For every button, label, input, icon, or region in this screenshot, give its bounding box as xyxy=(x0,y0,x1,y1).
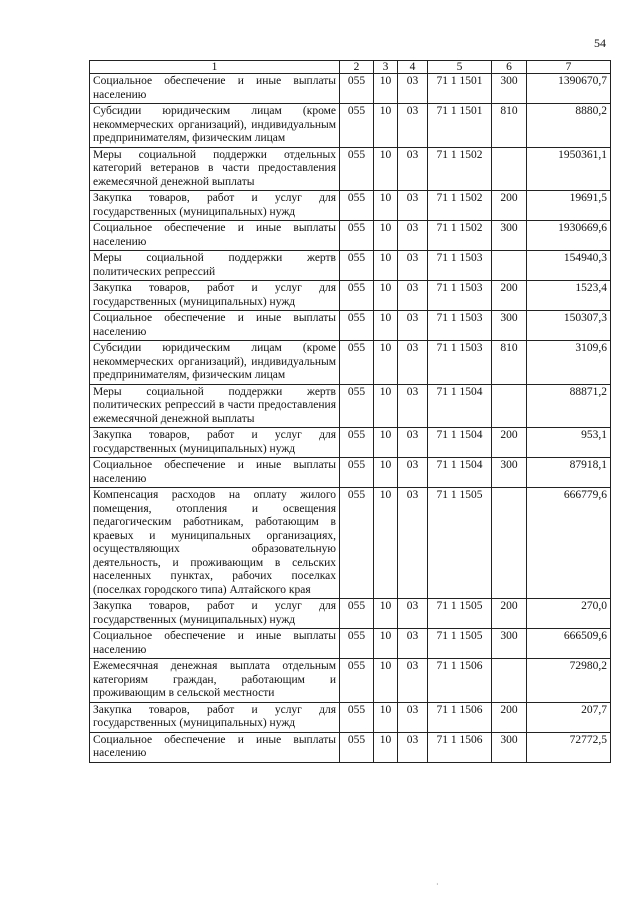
section-code: 10 xyxy=(374,221,398,251)
amount-value: 88871,2 xyxy=(527,384,611,428)
subsection-code: 03 xyxy=(398,488,428,599)
column-header: 3 xyxy=(374,61,398,74)
table-header-row xyxy=(90,61,611,74)
target-item-code: 71 1 1503 xyxy=(428,281,492,311)
amount-value: 3109,6 xyxy=(527,341,611,385)
subsection-code: 03 xyxy=(398,147,428,191)
target-item-code: 71 1 1501 xyxy=(428,104,492,148)
row-description: Закупка товаров, работ и услуг для государственных (муниципальных) нужд xyxy=(90,599,340,629)
row-description: Ежемесячная денежная выплата отдельным категориям граждан, работающим и проживающим в сельской местности xyxy=(90,659,340,703)
ministry-code: 055 xyxy=(340,458,374,488)
table-row xyxy=(90,428,611,458)
column-header: 7 xyxy=(527,61,611,74)
subsection-code: 03 xyxy=(398,629,428,659)
column-header: 6 xyxy=(492,61,527,74)
budget-table xyxy=(89,60,611,763)
table-row xyxy=(90,281,611,311)
ministry-code: 055 xyxy=(340,702,374,732)
subsection-code: 03 xyxy=(398,281,428,311)
expense-type-code: 300 xyxy=(492,732,527,762)
target-item-code: 71 1 1502 xyxy=(428,221,492,251)
ministry-code: 055 xyxy=(340,659,374,703)
section-code: 10 xyxy=(374,488,398,599)
expense-type-code xyxy=(492,488,527,599)
scan-mark: · xyxy=(436,880,439,889)
table-row xyxy=(90,488,611,599)
ministry-code: 055 xyxy=(340,341,374,385)
section-code: 10 xyxy=(374,74,398,104)
target-item-code: 71 1 1505 xyxy=(428,599,492,629)
expense-type-code: 300 xyxy=(492,74,527,104)
ministry-code: 055 xyxy=(340,428,374,458)
amount-value: 87918,1 xyxy=(527,458,611,488)
expense-type-code: 300 xyxy=(492,458,527,488)
row-description: Меры социальной поддержки отдельных категорий ветеранов в части предоставления ежемесячной денежной выплаты xyxy=(90,147,340,191)
subsection-code: 03 xyxy=(398,428,428,458)
ministry-code: 055 xyxy=(340,384,374,428)
table-row xyxy=(90,629,611,659)
section-code: 10 xyxy=(374,104,398,148)
ministry-code: 055 xyxy=(340,221,374,251)
ministry-code: 055 xyxy=(340,599,374,629)
subsection-code: 03 xyxy=(398,221,428,251)
row-description: Меры социальной поддержки жертв политических репрессий xyxy=(90,251,340,281)
amount-value: 270,0 xyxy=(527,599,611,629)
ministry-code: 055 xyxy=(340,251,374,281)
row-description: Субсидии юридическим лицам (кроме некоммерческих организаций), индивидуальным предпринимателям, физическим лицам xyxy=(90,104,340,148)
section-code: 10 xyxy=(374,147,398,191)
ministry-code: 055 xyxy=(340,281,374,311)
amount-value: 19691,5 xyxy=(527,191,611,221)
ministry-code: 055 xyxy=(340,311,374,341)
target-item-code: 71 1 1504 xyxy=(428,458,492,488)
amount-value: 154940,3 xyxy=(527,251,611,281)
expense-type-code: 300 xyxy=(492,629,527,659)
table-row xyxy=(90,221,611,251)
subsection-code: 03 xyxy=(398,191,428,221)
table-row xyxy=(90,384,611,428)
ministry-code: 055 xyxy=(340,488,374,599)
subsection-code: 03 xyxy=(398,384,428,428)
amount-value: 8880,2 xyxy=(527,104,611,148)
ministry-code: 055 xyxy=(340,147,374,191)
table-row xyxy=(90,341,611,385)
subsection-code: 03 xyxy=(398,458,428,488)
expense-type-code: 300 xyxy=(492,311,527,341)
row-description: Меры социальной поддержки жертв политических репрессий в части предоставления ежемесячной денежной выплаты xyxy=(90,384,340,428)
ministry-code: 055 xyxy=(340,74,374,104)
section-code: 10 xyxy=(374,428,398,458)
amount-value: 72980,2 xyxy=(527,659,611,703)
table-row xyxy=(90,659,611,703)
section-code: 10 xyxy=(374,191,398,221)
table-row xyxy=(90,732,611,762)
section-code: 10 xyxy=(374,281,398,311)
table-row xyxy=(90,311,611,341)
column-header: 1 xyxy=(90,61,340,74)
target-item-code: 71 1 1503 xyxy=(428,341,492,385)
table-row xyxy=(90,599,611,629)
target-item-code: 71 1 1506 xyxy=(428,732,492,762)
target-item-code: 71 1 1502 xyxy=(428,147,492,191)
target-item-code: 71 1 1501 xyxy=(428,74,492,104)
subsection-code: 03 xyxy=(398,659,428,703)
subsection-code: 03 xyxy=(398,341,428,385)
target-item-code: 71 1 1502 xyxy=(428,191,492,221)
row-description: Закупка товаров, работ и услуг для государственных (муниципальных) нужд xyxy=(90,702,340,732)
table-row xyxy=(90,74,611,104)
row-description: Социальное обеспечение и иные выплаты населению xyxy=(90,629,340,659)
amount-value: 207,7 xyxy=(527,702,611,732)
target-item-code: 71 1 1504 xyxy=(428,428,492,458)
section-code: 10 xyxy=(374,732,398,762)
section-code: 10 xyxy=(374,384,398,428)
amount-value: 666779,6 xyxy=(527,488,611,599)
table-row xyxy=(90,191,611,221)
expense-type-code: 300 xyxy=(492,221,527,251)
target-item-code: 71 1 1503 xyxy=(428,251,492,281)
amount-value: 150307,3 xyxy=(527,311,611,341)
expense-type-code: 200 xyxy=(492,281,527,311)
section-code: 10 xyxy=(374,599,398,629)
target-item-code: 71 1 1505 xyxy=(428,488,492,599)
subsection-code: 03 xyxy=(398,732,428,762)
target-item-code: 71 1 1506 xyxy=(428,702,492,732)
row-description: Закупка товаров, работ и услуг для государственных (муниципальных) нужд xyxy=(90,428,340,458)
amount-value: 1950361,1 xyxy=(527,147,611,191)
row-description: Социальное обеспечение и иные выплаты населению xyxy=(90,311,340,341)
expense-type-code: 200 xyxy=(492,702,527,732)
amount-value: 953,1 xyxy=(527,428,611,458)
amount-value: 1523,4 xyxy=(527,281,611,311)
expense-type-code: 200 xyxy=(492,191,527,221)
row-description: Социальное обеспечение и иные выплаты населению xyxy=(90,458,340,488)
expense-type-code xyxy=(492,147,527,191)
subsection-code: 03 xyxy=(398,311,428,341)
expense-type-code: 200 xyxy=(492,599,527,629)
row-description: Закупка товаров, работ и услуг для государственных (муниципальных) нужд xyxy=(90,281,340,311)
column-header: 2 xyxy=(340,61,374,74)
target-item-code: 71 1 1504 xyxy=(428,384,492,428)
table-row xyxy=(90,104,611,148)
row-description: Субсидии юридическим лицам (кроме некоммерческих организаций), индивидуальным предпринимателям, физическим лицам xyxy=(90,341,340,385)
section-code: 10 xyxy=(374,659,398,703)
table-row xyxy=(90,458,611,488)
section-code: 10 xyxy=(374,458,398,488)
amount-value: 1930669,6 xyxy=(527,221,611,251)
subsection-code: 03 xyxy=(398,74,428,104)
subsection-code: 03 xyxy=(398,599,428,629)
expense-type-code xyxy=(492,251,527,281)
target-item-code: 71 1 1503 xyxy=(428,311,492,341)
ministry-code: 055 xyxy=(340,104,374,148)
target-item-code: 71 1 1505 xyxy=(428,629,492,659)
subsection-code: 03 xyxy=(398,251,428,281)
section-code: 10 xyxy=(374,251,398,281)
ministry-code: 055 xyxy=(340,191,374,221)
row-description: Социальное обеспечение и иные выплаты населению xyxy=(90,732,340,762)
expense-type-code: 810 xyxy=(492,104,527,148)
row-description: Социальное обеспечение и иные выплаты населению xyxy=(90,74,340,104)
amount-value: 1390670,7 xyxy=(527,74,611,104)
target-item-code: 71 1 1506 xyxy=(428,659,492,703)
expense-type-code xyxy=(492,659,527,703)
section-code: 10 xyxy=(374,311,398,341)
expense-type-code: 200 xyxy=(492,428,527,458)
column-header: 5 xyxy=(428,61,492,74)
table-row xyxy=(90,702,611,732)
ministry-code: 055 xyxy=(340,732,374,762)
section-code: 10 xyxy=(374,341,398,385)
page-number: 54 xyxy=(594,36,606,50)
expense-type-code xyxy=(492,384,527,428)
row-description: Закупка товаров, работ и услуг для государственных (муниципальных) нужд xyxy=(90,191,340,221)
table-row xyxy=(90,251,611,281)
section-code: 10 xyxy=(374,702,398,732)
amount-value: 72772,5 xyxy=(527,732,611,762)
expense-type-code: 810 xyxy=(492,341,527,385)
row-description: Компенсация расходов на оплату жилого помещения, отопления и освещения педагогическим работникам, работающим в краевых и муниципальных организациях, осуществляющих образовательную деятельность, и проживающим в сельских населенных пунктах, рабочих поселках (поселках городского типа) Алтайского края xyxy=(90,488,340,599)
subsection-code: 03 xyxy=(398,702,428,732)
section-code: 10 xyxy=(374,629,398,659)
ministry-code: 055 xyxy=(340,629,374,659)
amount-value: 666509,6 xyxy=(527,629,611,659)
column-header: 4 xyxy=(398,61,428,74)
subsection-code: 03 xyxy=(398,104,428,148)
table-row xyxy=(90,147,611,191)
row-description: Социальное обеспечение и иные выплаты населению xyxy=(90,221,340,251)
